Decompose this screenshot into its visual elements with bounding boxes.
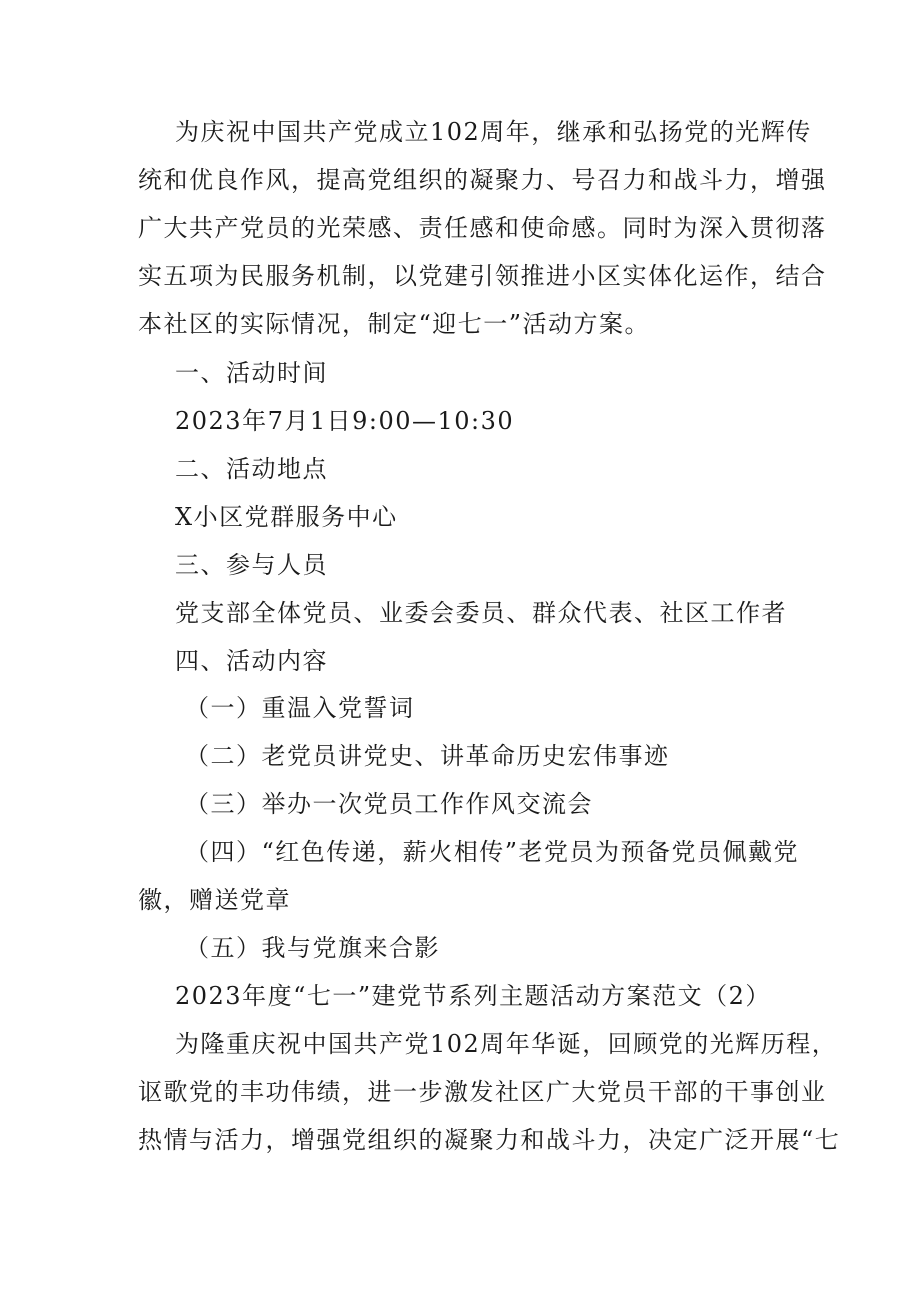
intro-paragraph-line-1: 为庆祝中国共产党成立102周年，继承和弘扬党的光辉传 (175, 118, 812, 146)
activity-time-text: 2023年7月1日9:00—10:30 (175, 407, 515, 435)
section-heading-time: 一、活动时间 (175, 359, 328, 387)
content-item-1: （一）重温入党誓词 (185, 694, 415, 722)
second-paragraph-line-3: 热情与活力，增强党组织的凝聚力和战斗力，决定广泛开展“七 (138, 1126, 841, 1154)
content-item-4-line-2: 徽，赠送党章 (138, 886, 291, 914)
activity-location-text: X小区党群服务中心 (175, 503, 398, 531)
intro-paragraph-line-5: 本社区的实际情况，制定“迎七一”活动方案。 (138, 310, 651, 338)
intro-paragraph-line-2: 统和优良作风，提高党组织的凝聚力、号召力和战斗力，增强 (138, 166, 827, 194)
intro-paragraph-line-4: 实五项为民服务机制，以党建引领推进小区实体化运作，结合 (138, 262, 827, 290)
section-heading-content: 四、活动内容 (175, 647, 328, 675)
intro-paragraph-line-3: 广大共产党员的光荣感、责任感和使命感。同时为深入贯彻落 (138, 214, 827, 242)
second-paragraph-line-1: 为隆重庆祝中国共产党102周年华诞，回顾党的光辉历程， (175, 1030, 838, 1058)
second-paragraph-line-2: 讴歌党的丰功伟绩，进一步激发社区广大党员干部的干事创业 (138, 1078, 827, 1106)
section-heading-participants: 三、参与人员 (175, 551, 328, 579)
second-plan-title: 2023年度“七一”建党节系列主题活动方案范文（2） (175, 982, 771, 1010)
content-item-2: （二）老党员讲党史、讲革命历史宏伟事迹 (185, 742, 670, 770)
content-item-3: （三）举办一次党员工作作风交流会 (185, 790, 593, 818)
content-item-5: （五）我与党旗来合影 (185, 934, 440, 962)
content-item-4-line-1: （四）“红色传递，薪火相传”老党员为预备党员佩戴党 (185, 838, 800, 866)
section-heading-location: 二、活动地点 (175, 455, 328, 483)
participants-text: 党支部全体党员、业委会委员、群众代表、社区工作者 (175, 599, 787, 627)
